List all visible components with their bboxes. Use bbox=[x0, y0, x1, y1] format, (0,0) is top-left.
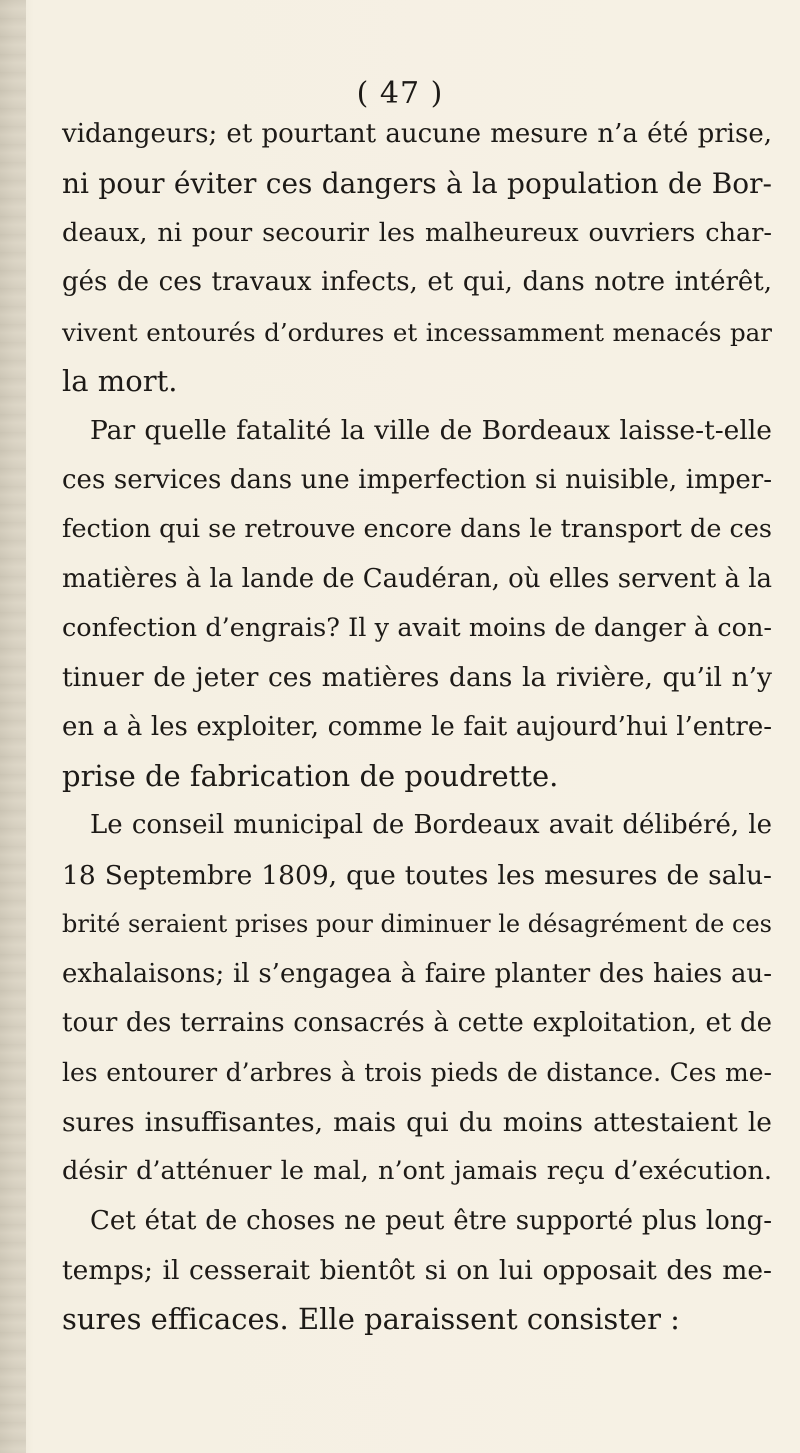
page-number: ( 47 ) bbox=[356, 76, 444, 111]
text-line: ni pour éviter ces dangers à la population de Bor- bbox=[62, 167, 772, 201]
text-line: en a à les exploiter, comme le fait aujourd’hui l’entre- bbox=[62, 711, 772, 742]
binding-edge bbox=[0, 0, 26, 1453]
text-line: vivent entourés d’ordures et incessamment menacés par bbox=[62, 317, 772, 347]
text-line: tinuer de jeter ces matières dans la rivière, qu’il n’y bbox=[62, 662, 772, 694]
text-line: fection qui se retrouve encore dans le transport de ces bbox=[62, 514, 772, 545]
body-text bbox=[62, 110, 772, 1345]
text-line: désir d’atténuer le mal, n’ont jamais reçu d’exécution. bbox=[62, 1156, 772, 1187]
text-line: brité seraient prises pour diminuer le désagrément de ces bbox=[62, 910, 772, 939]
text-line: deaux, ni pour secourir les malheureux ouvriers char- bbox=[62, 217, 772, 248]
text-line: sures insuffisantes, mais qui du moins attestaient le bbox=[62, 1106, 772, 1138]
text-line: la mort. bbox=[62, 363, 178, 398]
text-line: tour des terrains consacrés à cette exploitation, et de bbox=[62, 1008, 772, 1039]
text-line: sures efficaces. Elle paraissent consister : bbox=[62, 1302, 680, 1337]
text-line: exhalaisons; il s’engagea à faire planter des haies au- bbox=[62, 958, 772, 989]
text-line: Le conseil municipal de Bordeaux avait délibéré, le bbox=[90, 810, 772, 841]
text-line: ces services dans une imperfection si nuisible, imper- bbox=[62, 464, 772, 495]
text-line: confection d’engrais? Il y avait moins de danger à con- bbox=[62, 612, 772, 643]
text-line: vidangeurs; et pourtant aucune mesure n’a été prise, bbox=[62, 119, 772, 149]
text-line: prise de fabrication de poudrette. bbox=[62, 759, 559, 794]
text-line: Cet état de choses ne peut être supporté plus long- bbox=[90, 1205, 772, 1236]
text-line: les entourer d’arbres à trois pieds de distance. Ces me- bbox=[62, 1058, 772, 1088]
text-line: 18 Septembre 1809, que toutes les mesures de salu- bbox=[62, 859, 772, 891]
text-line: gés de ces travaux infects, et qui, dans notre intérêt, bbox=[62, 267, 772, 298]
text-line: matières à la lande de Caudéran, où elles servent à la bbox=[62, 563, 773, 594]
text-line: Par quelle fatalité la ville de Bordeaux laisse-t-elle bbox=[90, 415, 772, 447]
text-line: temps; il cesserait bientôt si on lui opposait des me- bbox=[62, 1254, 772, 1286]
